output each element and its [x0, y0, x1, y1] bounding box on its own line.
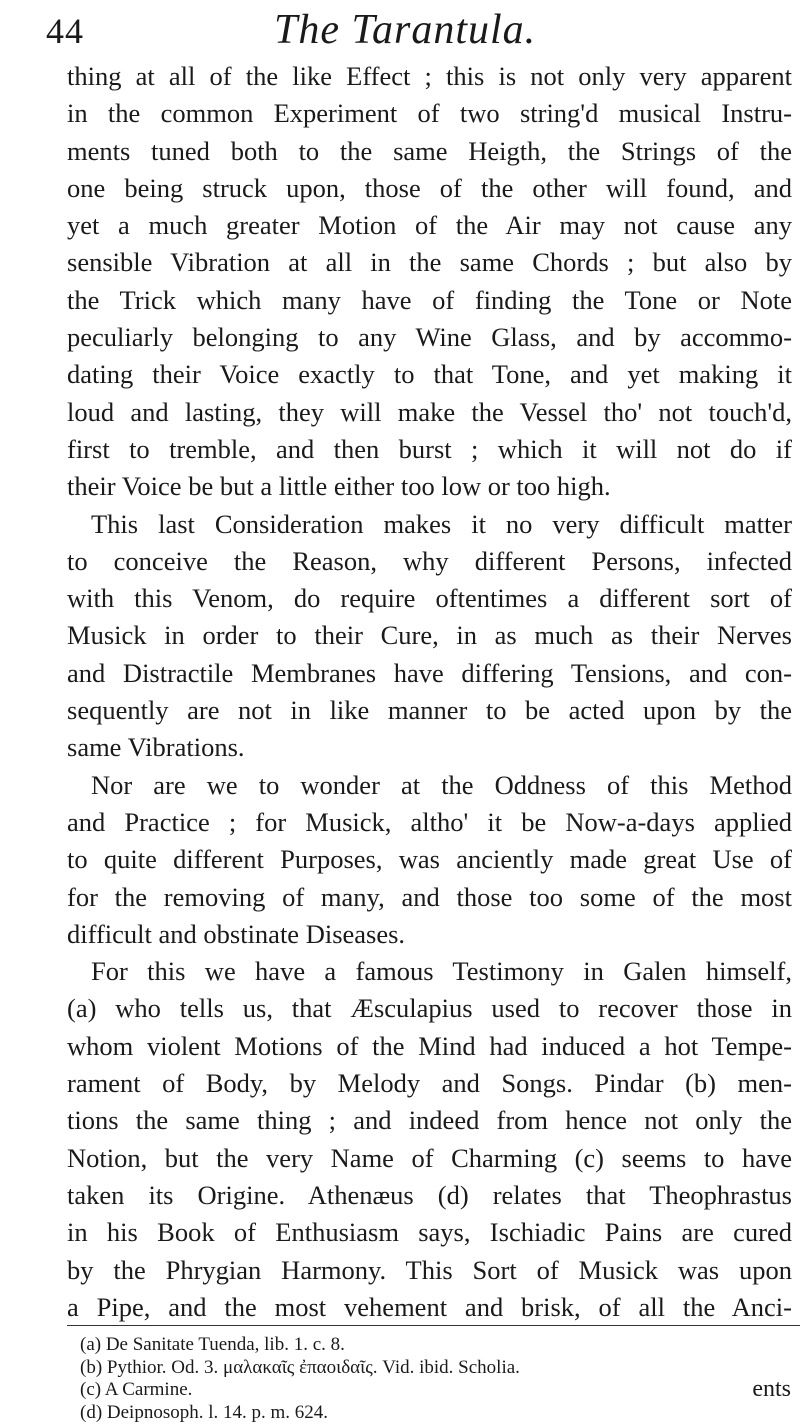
text-line: to conceive the Reason, why different Persons, infected: [67, 543, 792, 580]
text-line: same Vibrations.: [67, 729, 792, 766]
text-line: loud and lasting, they will make the Vessel tho' not touch'd,: [67, 394, 792, 431]
catchword: ents: [752, 1376, 791, 1403]
text-line: and Distractile Membranes have differing Tensions, and con-: [67, 655, 792, 692]
text-line: For this we have a famous Testimony in Galen himself,: [67, 953, 792, 990]
text-line: a Pipe, and the most vehement and brisk, of all the Anci-: [67, 1289, 792, 1326]
text-line: first to tremble, and then burst ; which it will not do if: [67, 431, 792, 468]
footnote: (a) De Sanitate Tuenda, lib. 1. c. 8.: [80, 1334, 760, 1357]
text-line: by the Phrygian Harmony. This Sort of Musick was upon: [67, 1252, 792, 1289]
text-line: difficult and obstinate Diseases.: [67, 916, 792, 953]
text-line: sensible Vibration at all in the same Chords ; but also by: [67, 244, 792, 281]
page-header: [46, 6, 746, 58]
text-line: sequently are not in like manner to be acted upon by the: [67, 692, 792, 729]
text-line: yet a much greater Motion of the Air may not cause any: [67, 207, 792, 244]
text-line: rament of Body, by Melody and Songs. Pindar (b) men-: [67, 1065, 792, 1102]
text-line: tions the same thing ; and indeed from hence not only the: [67, 1102, 792, 1139]
text-line: to quite different Purposes, was anciently made great Use of: [67, 841, 792, 878]
footnote: (b) Pythior. Od. 3. μαλακαῖς ἐπαοιδαῖς. Vid. ibid. Scholia.: [80, 1357, 760, 1380]
text-line: their Voice be but a little either too low or too high.: [67, 468, 792, 505]
footnotes: [80, 1334, 760, 1424]
footnote: (c) A Carmine.: [80, 1379, 760, 1402]
text-line: with this Venom, do require oftentimes a different sort of: [67, 580, 792, 617]
text-line: dating their Voice exactly to that Tone, and yet making it: [67, 356, 792, 393]
text-line: ments tuned both to the same Heigth, the Strings of the: [67, 133, 792, 170]
text-line: in his Book of Enthusiasm says, Ischiadic Pains are cured: [67, 1214, 792, 1251]
footnote: (d) Deipnosoph. l. 14. p. m. 624.: [80, 1402, 760, 1424]
text-line: Nor are we to wonder at the Oddness of this Method: [67, 767, 792, 804]
text-line: This last Consideration makes it no very difficult matter: [67, 506, 792, 543]
running-head: The Tarantula.: [274, 6, 536, 54]
text-line: Notion, but the very Name of Charming (c) seems to have: [67, 1140, 792, 1177]
body-text: [67, 58, 792, 1326]
text-line: Musick in order to their Cure, in as much as their Nerves: [67, 617, 792, 654]
text-line: one being struck upon, those of the other will found, and: [67, 170, 792, 207]
text-line: in the common Experiment of two string'd musical Instru-: [67, 95, 792, 132]
text-line: (a) who tells us, that Æsculapius used to recover those in: [67, 990, 792, 1027]
page-number: 44: [46, 10, 84, 52]
text-line: whom violent Motions of the Mind had induced a hot Tempe-: [67, 1028, 792, 1065]
text-line: and Practice ; for Musick, altho' it be Now-a-days applied: [67, 804, 792, 841]
text-line: peculiarly belonging to any Wine Glass, and by accommo-: [67, 319, 792, 356]
text-line: for the removing of many, and those too some of the most: [67, 879, 792, 916]
footnote-rule: [67, 1325, 800, 1326]
text-line: taken its Origine. Athenæus (d) relates that Theophrastus: [67, 1177, 792, 1214]
text-line: thing at all of the like Effect ; this is not only very apparent: [67, 58, 792, 95]
text-line: the Trick which many have of finding the Tone or Note: [67, 282, 792, 319]
